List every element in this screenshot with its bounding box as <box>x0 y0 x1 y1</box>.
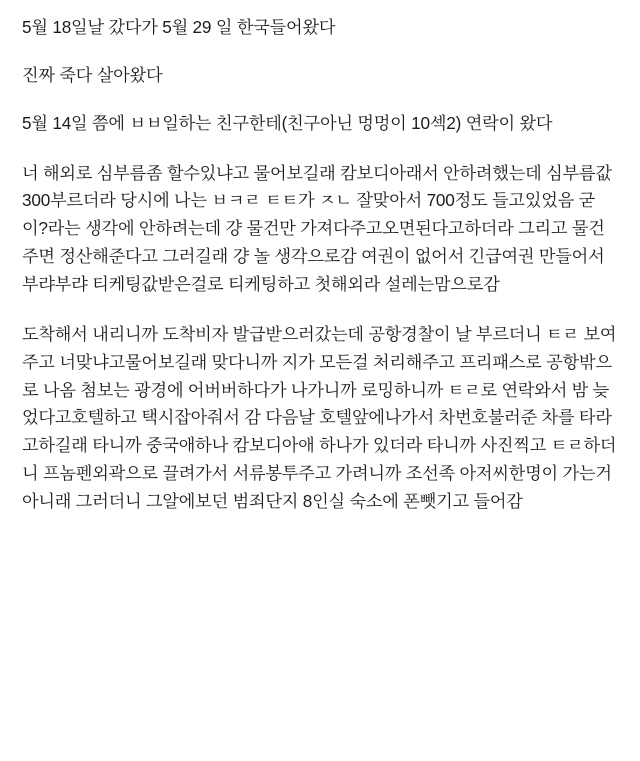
paragraph-2: 진짜 죽다 살아왔다 <box>22 64 163 85</box>
paragraph-4: 너 해외로 심부름좀 할수있냐고 물어보길래 캄보디아래서 안하려했는데 심부름값 300부르더라 당시에 나는 ㅂㅋㄹ ㅌㅌ가 ㅈㄴ 잘맞아서 700정도 들고있었음 굳이?라는 생각에 안하려는데 걍 물건만 가져다주고오면된다고하더라 그리고 물건주면 정산해준다고 그러길래 걍 놀 생각으로감 여권이 없어서 긴급여권 만들어서 부랴부랴 티케팅값받은걸로 티케팅하고 첫해외라 설레는맘으로감 <box>22 162 612 295</box>
paragraph-3: 5월 14일 쯤에 ㅂㅂ일하는 친구한테(친구아닌 멍멍이 10섹2) 연락이 왔다 <box>22 112 553 133</box>
paragraph-5: 도착해서 내리니까 도착비자 발급받으러갔는데 공항경찰이 날 부르더니 ㅌㄹ 보여주고 너맞냐고물어보길래 맞다니까 지가 모든걸 처리해주고 프리패스로 공항밖으로 나옴 첨보는 광경에 어버버하다가 나가니까 로밍하니까 ㅌㄹ로 연락와서 밤 늦었다고호텔하고 택시잡아줘서 감 다음날 호텔앞에나가서 차번호불러준 차를 타라고하길래 타니까 중국애하나 캄보디아애 하나가 있더라 타니까 사진찍고 ㅌㄹ하더니 프놈펜외곽으로 끌려가서 서류봉투주고 가려니까 조선족 아저씨한명이 가는거아니래 그러더니 그알에보던 범죄단지 8인실 숙소에 폰뺏기고 들어감 <box>22 323 617 512</box>
paragraph-1: 5월 18일날 갔다가 5월 29 일 한국들어왔다 <box>22 17 336 37</box>
